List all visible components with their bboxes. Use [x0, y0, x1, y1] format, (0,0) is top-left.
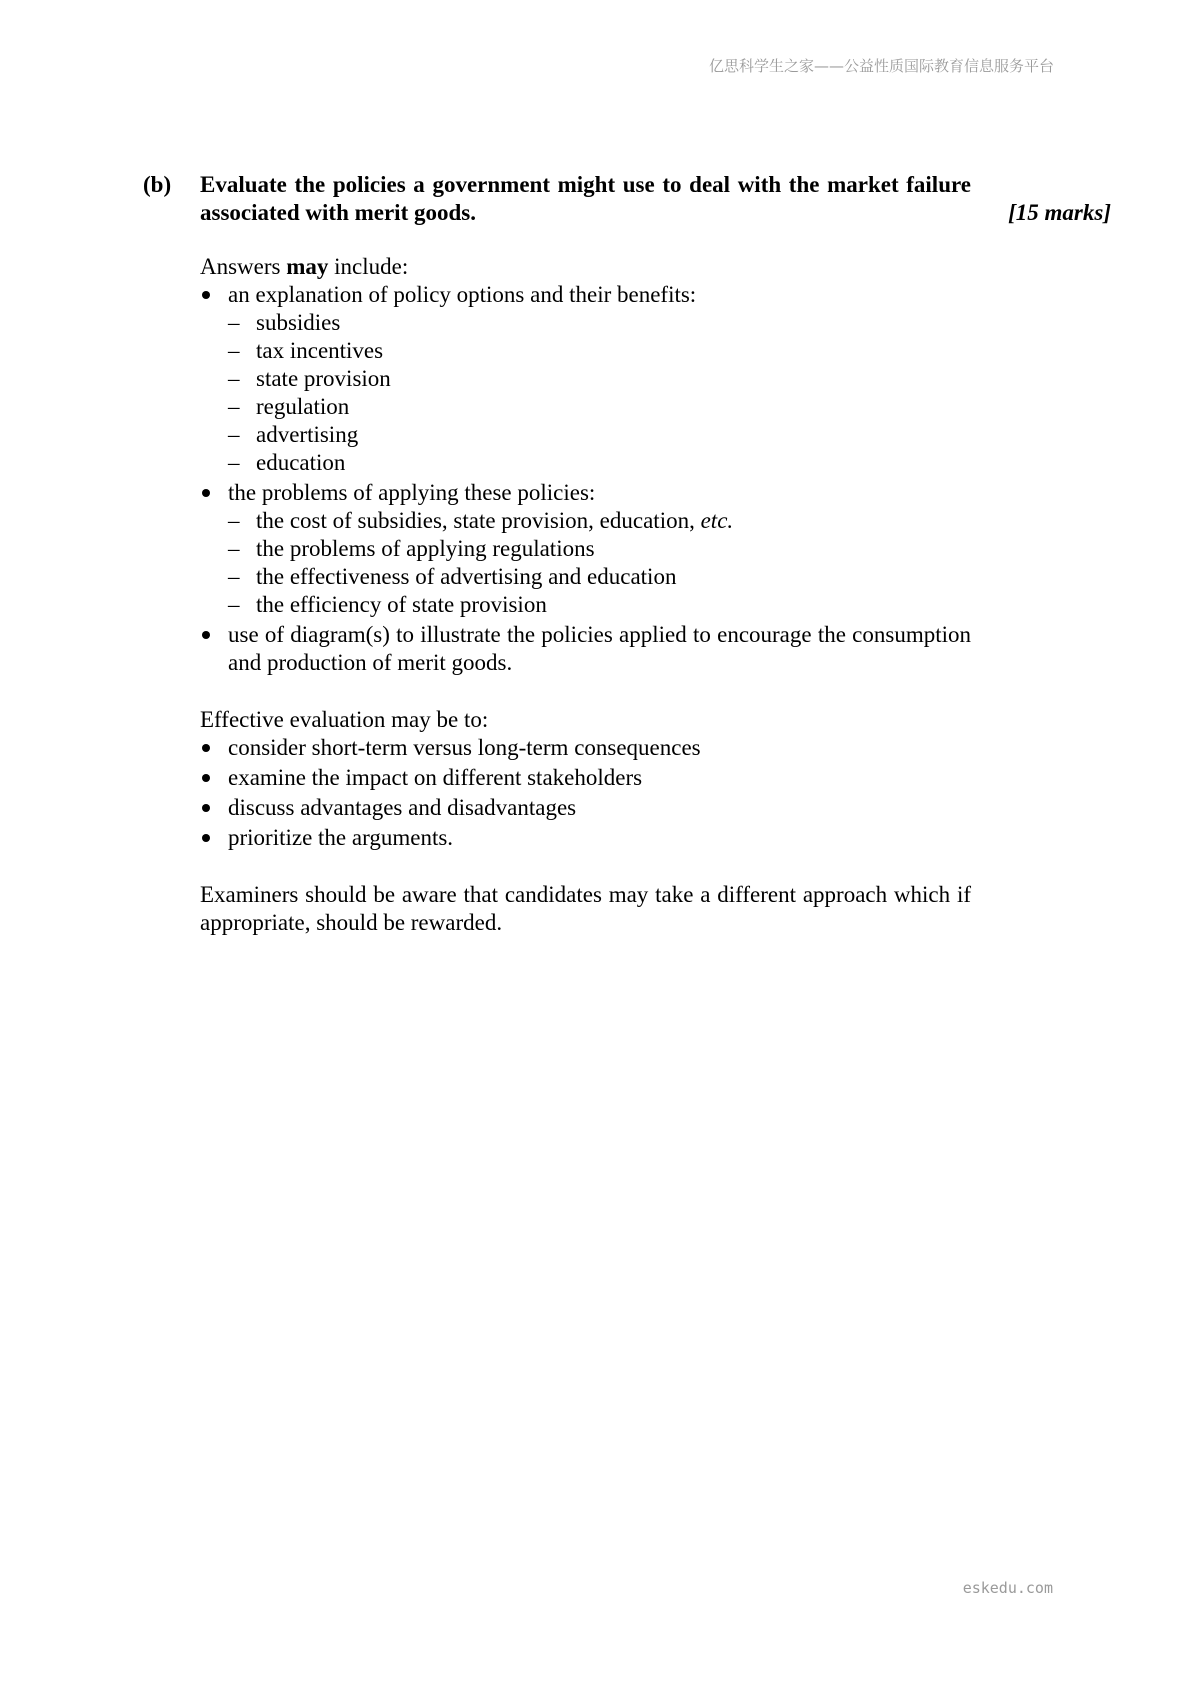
- answers-intro-prefix: Answers: [200, 254, 287, 279]
- answers-intro: [200, 253, 971, 281]
- sub-list-item: – the efficiency of state provision: [228, 591, 971, 619]
- header-watermark: 亿思科学生之家——公益性质国际教育信息服务平台: [708, 57, 1054, 75]
- sub-list-item: – advertising: [228, 421, 971, 449]
- sub-list-item: – the problems of applying regulations: [228, 535, 971, 563]
- sub-list-item: – the effectiveness of advertising and education: [228, 563, 971, 591]
- sub-list-item: – subsidies: [228, 309, 971, 337]
- sub-list-item: – state provision: [228, 365, 971, 393]
- footer-watermark: eskedu.com: [962, 1579, 1053, 1597]
- list-item: [200, 621, 971, 677]
- bullet-text: use of diagram(s) to illustrate the policies applied to encourage the consumption and production of merit goods.: [228, 622, 971, 675]
- answers-intro-suffix: include:: [328, 254, 409, 279]
- sub-list: [228, 309, 971, 477]
- evaluation-list: [200, 734, 971, 852]
- list-item: [200, 734, 971, 762]
- evaluation-intro: Effective evaluation may be to:: [200, 707, 489, 732]
- list-item: [200, 281, 971, 477]
- bullet-text: examine the impact on different stakeholders: [228, 765, 643, 790]
- question-label: (b): [143, 172, 172, 197]
- sub-list-italic: etc.: [700, 508, 734, 533]
- sub-list-text: the cost of subsidies, state provision, education,: [256, 508, 701, 533]
- bullet-text: an explanation of policy options and their benefits:: [228, 282, 697, 307]
- mark-scheme-content: [200, 253, 971, 937]
- question-text: Evaluate the policies a government might use to deal with the market failure associated with merit goods.: [200, 172, 971, 225]
- bullet-text: discuss advantages and disadvantages: [228, 795, 577, 820]
- question-marks: [15 marks]: [1008, 200, 1111, 225]
- list-item: [200, 479, 971, 619]
- answers-intro-emphasis: may: [286, 254, 329, 279]
- list-item: [200, 794, 971, 822]
- examiner-note: Examiners should be aware that candidates may take a different approach which if appropriate, should be rewarded.: [200, 882, 971, 935]
- answers-list: [200, 281, 971, 677]
- sub-list-item: – education: [228, 449, 971, 477]
- bullet-text: the problems of applying these policies:: [228, 480, 596, 505]
- sub-list-item: – tax incentives: [228, 337, 971, 365]
- bullet-text: prioritize the arguments.: [228, 825, 454, 850]
- sub-list-item: – regulation: [228, 393, 971, 421]
- sub-list-item: [228, 507, 971, 535]
- list-item: [200, 824, 971, 852]
- bullet-text: consider short-term versus long-term consequences: [228, 735, 701, 760]
- sub-list: [228, 507, 971, 619]
- list-item: [200, 764, 971, 792]
